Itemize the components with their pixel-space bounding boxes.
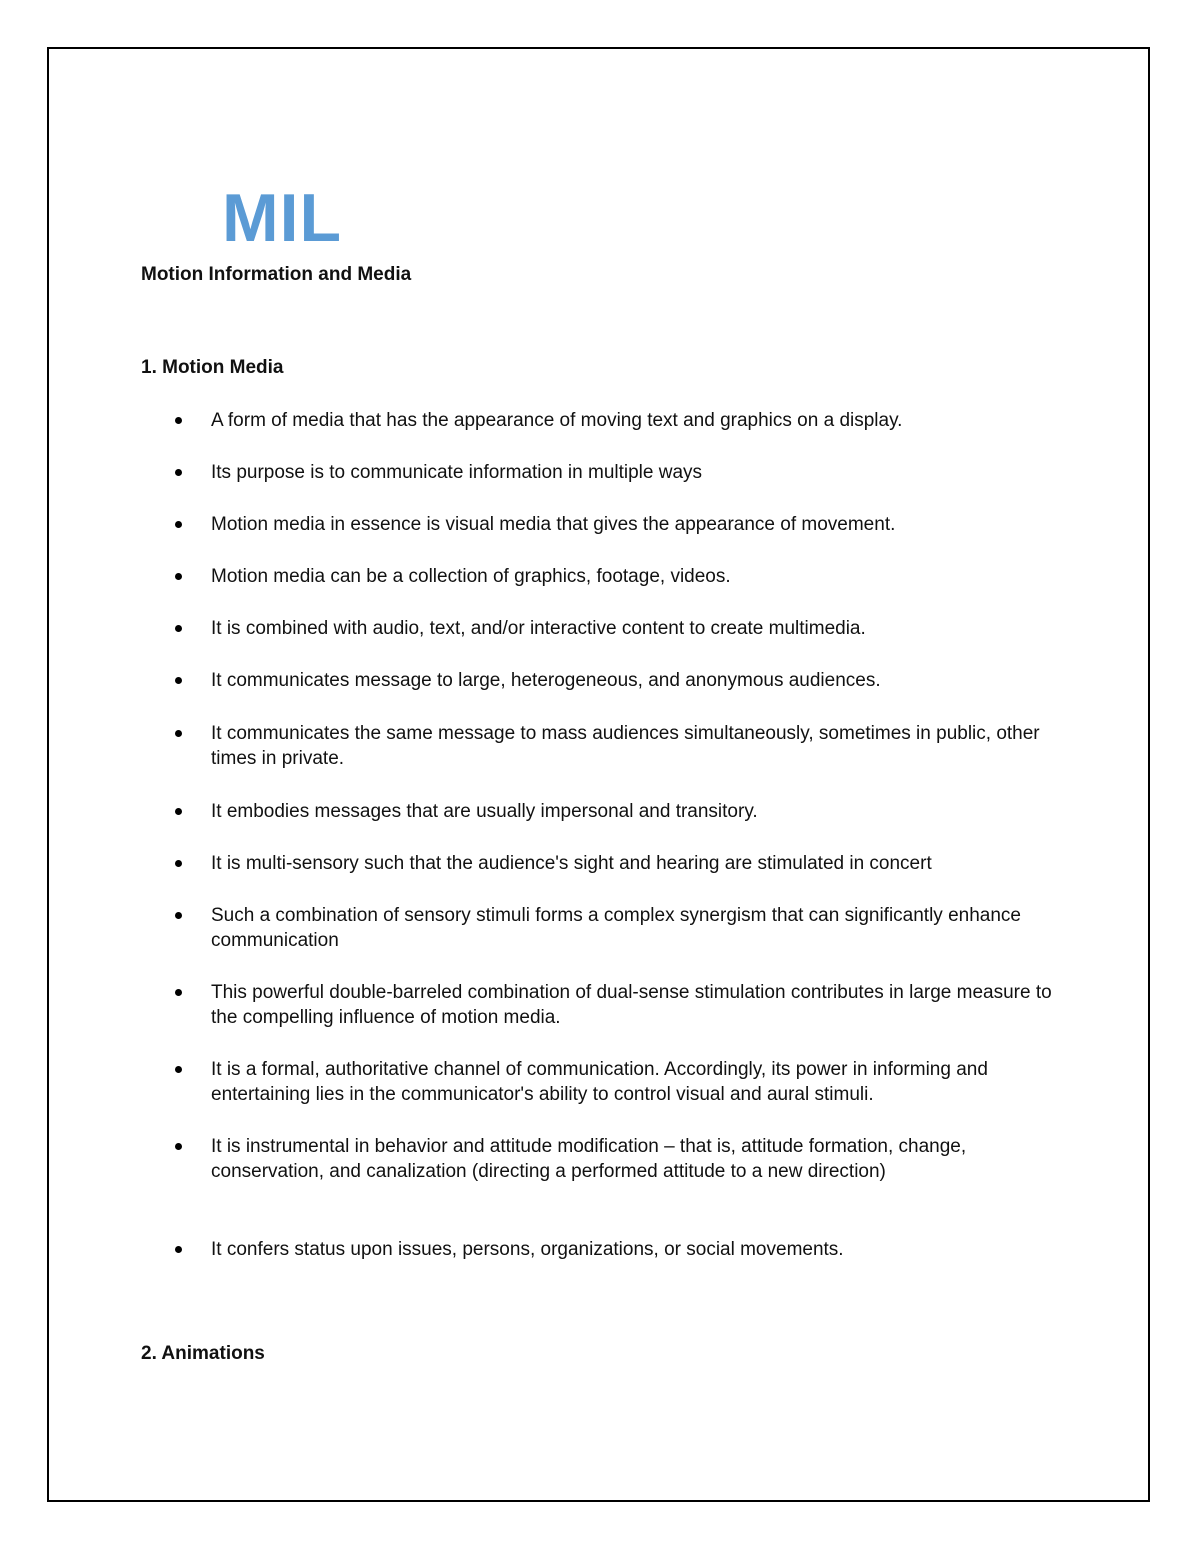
bullet-text: Motion media in essence is visual media that gives the appearance of movement. <box>211 514 896 535</box>
bullet-icon <box>175 417 182 424</box>
list-item <box>175 564 1055 589</box>
list-item <box>175 799 1055 824</box>
bullet-text: It is a formal, authoritative channel of communication. Accordingly, its power in informing and entertaining lies in the communicator's ability to control visual and aural stimuli. <box>211 1059 988 1105</box>
list-item <box>175 668 1055 693</box>
bullet-text: It embodies messages that are usually impersonal and transitory. <box>211 801 758 822</box>
list-item <box>175 512 1055 537</box>
list-item <box>175 616 1055 641</box>
list-item <box>175 980 1055 1030</box>
bullet-icon <box>175 469 182 476</box>
bullet-text: It is multi-sensory such that the audience's sight and hearing are stimulated in concert <box>211 853 932 874</box>
bullet-icon <box>175 808 182 815</box>
bullet-text: Its purpose is to communicate information in multiple ways <box>211 462 703 483</box>
bullet-icon <box>175 521 182 528</box>
bullet-text: It is instrumental in behavior and attitude modification – that is, attitude formation, change, conservation, and canalization (directing a performed attitude to a new direction) <box>211 1136 967 1182</box>
bullet-text: This powerful double-barreled combination of dual-sense stimulation contributes in large measure to the compelling influence of motion media. <box>211 982 1052 1028</box>
bullet-icon <box>175 677 182 684</box>
bullet-icon <box>175 730 182 737</box>
list-item <box>175 408 1055 433</box>
list-item <box>175 1237 1055 1262</box>
bullet-text: Motion media can be a collection of graphics, footage, videos. <box>211 566 731 587</box>
bullet-icon <box>175 860 182 867</box>
bullet-icon <box>175 989 182 996</box>
section-heading-animations: 2. Animations <box>141 1343 265 1364</box>
bullet-text: A form of media that has the appearance of moving text and graphics on a display. <box>211 410 903 431</box>
list-item <box>175 851 1055 876</box>
bullet-icon <box>175 1066 182 1073</box>
logo-title: MIL <box>222 180 343 256</box>
bullet-icon <box>175 1246 182 1253</box>
list-item <box>175 1134 1055 1184</box>
bullet-icon <box>175 912 182 919</box>
list-item <box>175 460 1055 485</box>
section-heading-motion-media: 1. Motion Media <box>141 357 284 378</box>
document-subtitle: Motion Information and Media <box>141 264 412 285</box>
bullet-icon <box>175 625 182 632</box>
bullet-icon <box>175 1143 182 1150</box>
list-item <box>175 1057 1055 1107</box>
list-item <box>175 903 1055 953</box>
bullet-text: Such a combination of sensory stimuli forms a complex synergism that can significantly enhance communication <box>211 905 1021 951</box>
list-item <box>175 721 1055 771</box>
bullet-text: It confers status upon issues, persons, organizations, or social movements. <box>211 1239 844 1260</box>
bullet-text: It is combined with audio, text, and/or interactive content to create multimedia. <box>211 618 866 639</box>
bullet-text: It communicates message to large, heterogeneous, and anonymous audiences. <box>211 670 881 691</box>
bullet-icon <box>175 573 182 580</box>
bullet-text: It communicates the same message to mass audiences simultaneously, sometimes in public, other times in private. <box>211 723 1040 769</box>
